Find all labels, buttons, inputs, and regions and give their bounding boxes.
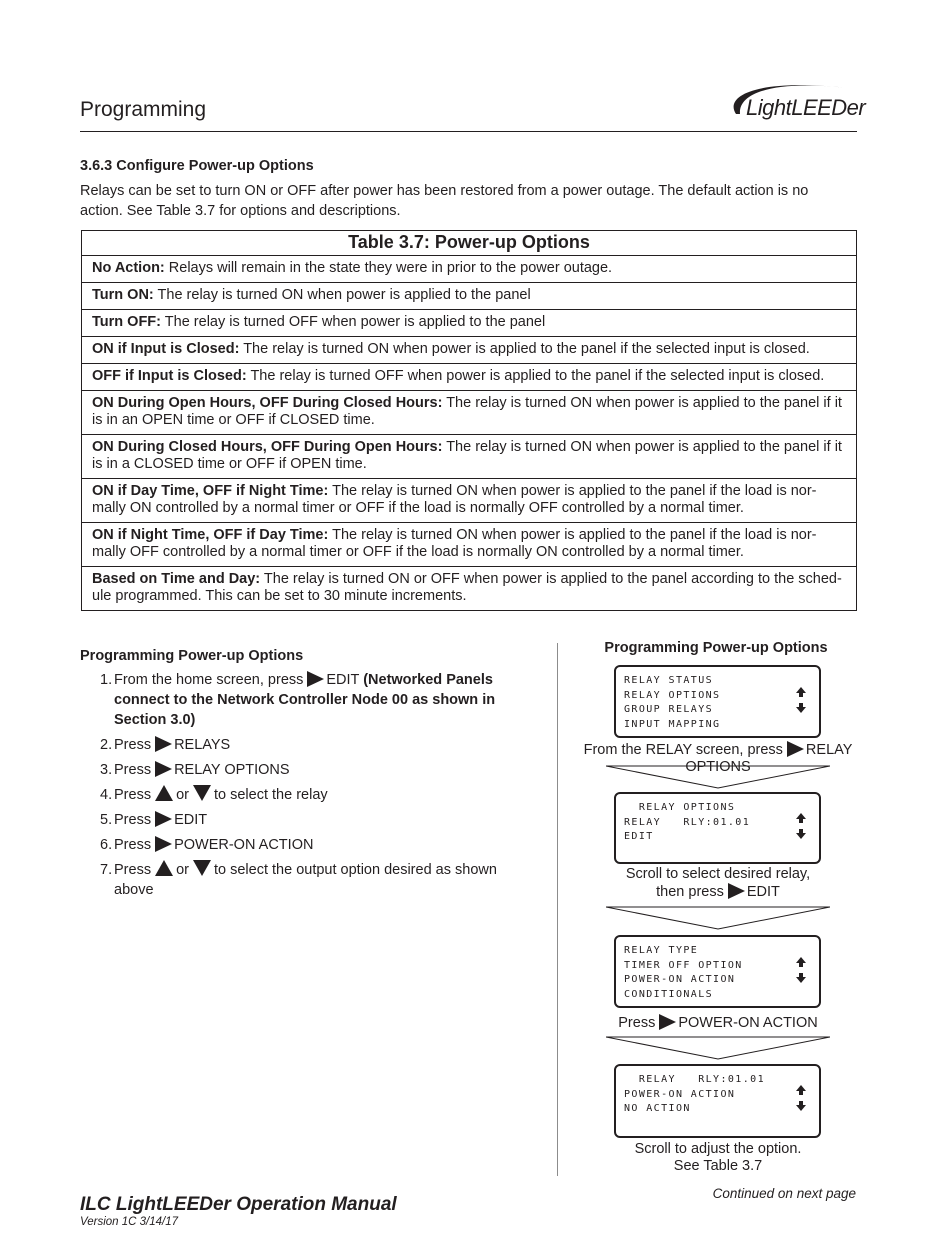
up-arrow-icon — [155, 860, 173, 876]
step-note: (Networked Panels connect to the Network Controller Node 00 as shown in Section 3.0) — [114, 672, 496, 728]
step-text: Press — [114, 762, 152, 778]
lcd-line: EDIT — [624, 831, 654, 842]
scroll-arrows-icon — [796, 813, 807, 839]
option-desc: The relay is turned OFF when power is applied to the panel if the selected input is closed. — [250, 368, 825, 384]
option-desc: The relay is turned ON when power is applied to the panel if the load is nor-mally OFF controlled by a normal timer or OFF if the load is normally ON controlled by a normal timer. — [92, 527, 817, 560]
lcd-line: POWER-ON ACTION — [624, 1088, 736, 1100]
caption-text: From the RELAY screen, press — [583, 742, 783, 758]
step-number: 4. — [100, 787, 113, 803]
option-term: ON During Open Hours, OFF During Closed Hours: — [92, 395, 443, 411]
step-action: RELAY OPTIONS — [174, 762, 290, 778]
steps-heading: Programming Power-up Options — [80, 648, 304, 664]
column-divider — [557, 643, 558, 1176]
right-arrow-icon — [155, 761, 172, 777]
lcd-line: RELAY TYPE — [624, 945, 699, 956]
option-term: Turn OFF: — [92, 314, 161, 330]
flow-caption-3 — [558, 1014, 878, 1032]
continued-note: Continued on next page — [712, 1186, 856, 1201]
table-row — [82, 567, 857, 611]
step-number: 7. — [100, 862, 113, 878]
table-row — [82, 283, 857, 310]
lcd-line: TIMER OFF OPTION — [624, 959, 743, 971]
lcd-line: RELAY OPTIONS — [624, 689, 721, 701]
manual-title: ILC LightLEEDer Operation Manual — [80, 1194, 397, 1215]
table-row — [82, 523, 857, 567]
right-arrow-icon — [659, 1014, 676, 1030]
lcd-line: RELAY STATUS — [624, 675, 714, 686]
step-text-or: or — [176, 862, 189, 878]
right-arrow-icon — [155, 811, 172, 827]
option-term: ON if Night Time, OFF if Day Time: — [92, 527, 329, 543]
step-number: 2. — [100, 737, 113, 753]
option-desc: The relay is turned ON when power is applied to the panel if it is in a CLOSED time or OFF if OPEN time. — [92, 439, 842, 472]
list-item — [80, 760, 520, 780]
manual-version: Version 1C 3/14/17 — [80, 1216, 179, 1228]
step-action: EDIT — [174, 812, 208, 828]
step-number: 6. — [100, 837, 113, 853]
option-term: Turn ON: — [92, 287, 154, 303]
lcd-line: RELAY RLY:01.01 — [624, 1074, 765, 1085]
header-rule — [80, 131, 857, 132]
right-arrow-icon — [307, 671, 324, 687]
step-text: Press — [114, 837, 152, 853]
caption-action: RELAY OPTIONS — [685, 742, 853, 775]
caption-action: POWER-ON ACTION — [678, 1015, 818, 1031]
list-item — [80, 735, 520, 755]
right-arrow-icon — [787, 741, 804, 757]
table-title: Table 3.7: Power-up Options — [82, 231, 857, 256]
section-intro: Relays can be set to turn ON or OFF after power has been restored from a power outage. The default action is no action. See Table 3.7 for options and descriptions. — [80, 183, 809, 219]
lcd-screen-power-on-action — [614, 1064, 821, 1138]
table-row — [82, 435, 857, 479]
down-arrow-icon — [193, 860, 211, 876]
caption-text: then press — [656, 884, 724, 900]
caption-action: EDIT — [746, 884, 780, 900]
option-term: No Action: — [92, 260, 165, 276]
lcd-line: RELAY OPTIONS — [624, 802, 736, 813]
lcd-line: NO ACTION — [624, 1103, 691, 1114]
flow-down-chevron-icon — [606, 765, 830, 789]
step-number: 5. — [100, 812, 113, 828]
flow-down-chevron-icon — [606, 906, 830, 930]
step-text-or: or — [176, 787, 189, 803]
table-row — [82, 310, 857, 337]
option-desc: The relay is turned OFF when power is applied to the panel — [164, 314, 546, 330]
down-arrow-icon — [193, 785, 211, 801]
option-desc: The relay is turned ON when power is applied to the panel — [157, 287, 531, 303]
option-desc: The relay is turned ON or OFF when power is applied to the panel according to the sched-ule programmed. This can be set to 30 minute increments. — [92, 571, 842, 604]
lcd-line: INPUT MAPPING — [624, 718, 721, 730]
list-item — [80, 835, 520, 855]
step-number: 1. — [100, 672, 113, 688]
flow-down-chevron-icon — [606, 1036, 830, 1060]
lcd-line: RELAY RLY:01.01 — [624, 816, 751, 828]
lcd-line: GROUP RELAYS — [624, 704, 714, 715]
option-term: ON During Closed Hours, OFF During Open Hours: — [92, 439, 443, 455]
option-desc: Relays will remain in the state they were in prior to the power outage. — [168, 260, 613, 276]
lcd-screen-main-menu — [614, 665, 821, 738]
table-row — [82, 337, 857, 364]
step-text: Press — [114, 737, 152, 753]
table-row — [82, 479, 857, 523]
option-term: ON if Input is Closed: — [92, 341, 240, 357]
lcd-screen-relay-options — [614, 792, 821, 864]
option-desc: The relay is turned ON when power is applied to the panel if it is in an OPEN time or OFF if CLOSED time. — [92, 395, 842, 428]
right-arrow-icon — [728, 883, 745, 899]
step-text: Press — [114, 862, 152, 878]
step-action: EDIT — [326, 672, 360, 688]
flow-caption-4 — [558, 1141, 878, 1175]
step-text: Press — [114, 787, 152, 803]
caption-text: Scroll to select desired relay, — [625, 866, 811, 882]
step-action: RELAYS — [174, 737, 231, 753]
step-number: 3. — [100, 762, 113, 778]
lcd-screen-relay-edit — [614, 935, 821, 1008]
right-arrow-icon — [155, 736, 172, 752]
option-term: ON if Day Time, OFF if Night Time: — [92, 483, 329, 499]
page-header-title: Programming — [80, 98, 207, 121]
lcd-line: POWER-ON ACTION — [624, 974, 736, 985]
list-item — [80, 785, 520, 805]
right-arrow-icon — [155, 836, 172, 852]
option-desc: The relay is turned ON when power is applied to the panel if the load is nor-mally ON controlled by a normal timer or OFF if the load is normally OFF controlled by a normal timer. — [92, 483, 817, 516]
option-term: Based on Time and Day: — [92, 571, 261, 587]
option-term: OFF if Input is Closed: — [92, 368, 247, 384]
scroll-arrows-icon — [796, 687, 807, 713]
step-action: POWER-ON ACTION — [174, 837, 314, 853]
logo-text: LightLEEDer — [746, 95, 866, 120]
step-text-post: to select the relay — [213, 787, 328, 803]
step-text: Press — [114, 812, 152, 828]
scroll-arrows-icon — [796, 1085, 807, 1111]
list-item — [80, 860, 520, 900]
caption-text: Scroll to adjust the option. — [634, 1141, 802, 1157]
scroll-arrows-icon — [796, 957, 807, 983]
table-row — [82, 391, 857, 435]
list-item — [80, 670, 520, 730]
section-heading: 3.6.3 Configure Power-up Options — [80, 158, 314, 174]
caption-text: See Table 3.7 — [673, 1158, 763, 1174]
steps-list — [80, 670, 520, 905]
table-row — [82, 256, 857, 283]
option-desc: The relay is turned ON when power is applied to the panel if the selected input is closed. — [243, 341, 810, 357]
lcd-line: CONDITIONALS — [624, 988, 714, 1000]
list-item — [80, 810, 520, 830]
up-arrow-icon — [155, 785, 173, 801]
table-row — [82, 364, 857, 391]
flow-heading: Programming Power-up Options — [604, 640, 828, 656]
flow-caption-2 — [558, 866, 878, 901]
power-up-options-table — [81, 230, 857, 611]
caption-text: Press — [618, 1015, 656, 1031]
step-text-post: to select the output option desired as shown above — [114, 862, 497, 898]
step-text: From the home screen, press — [114, 672, 304, 688]
